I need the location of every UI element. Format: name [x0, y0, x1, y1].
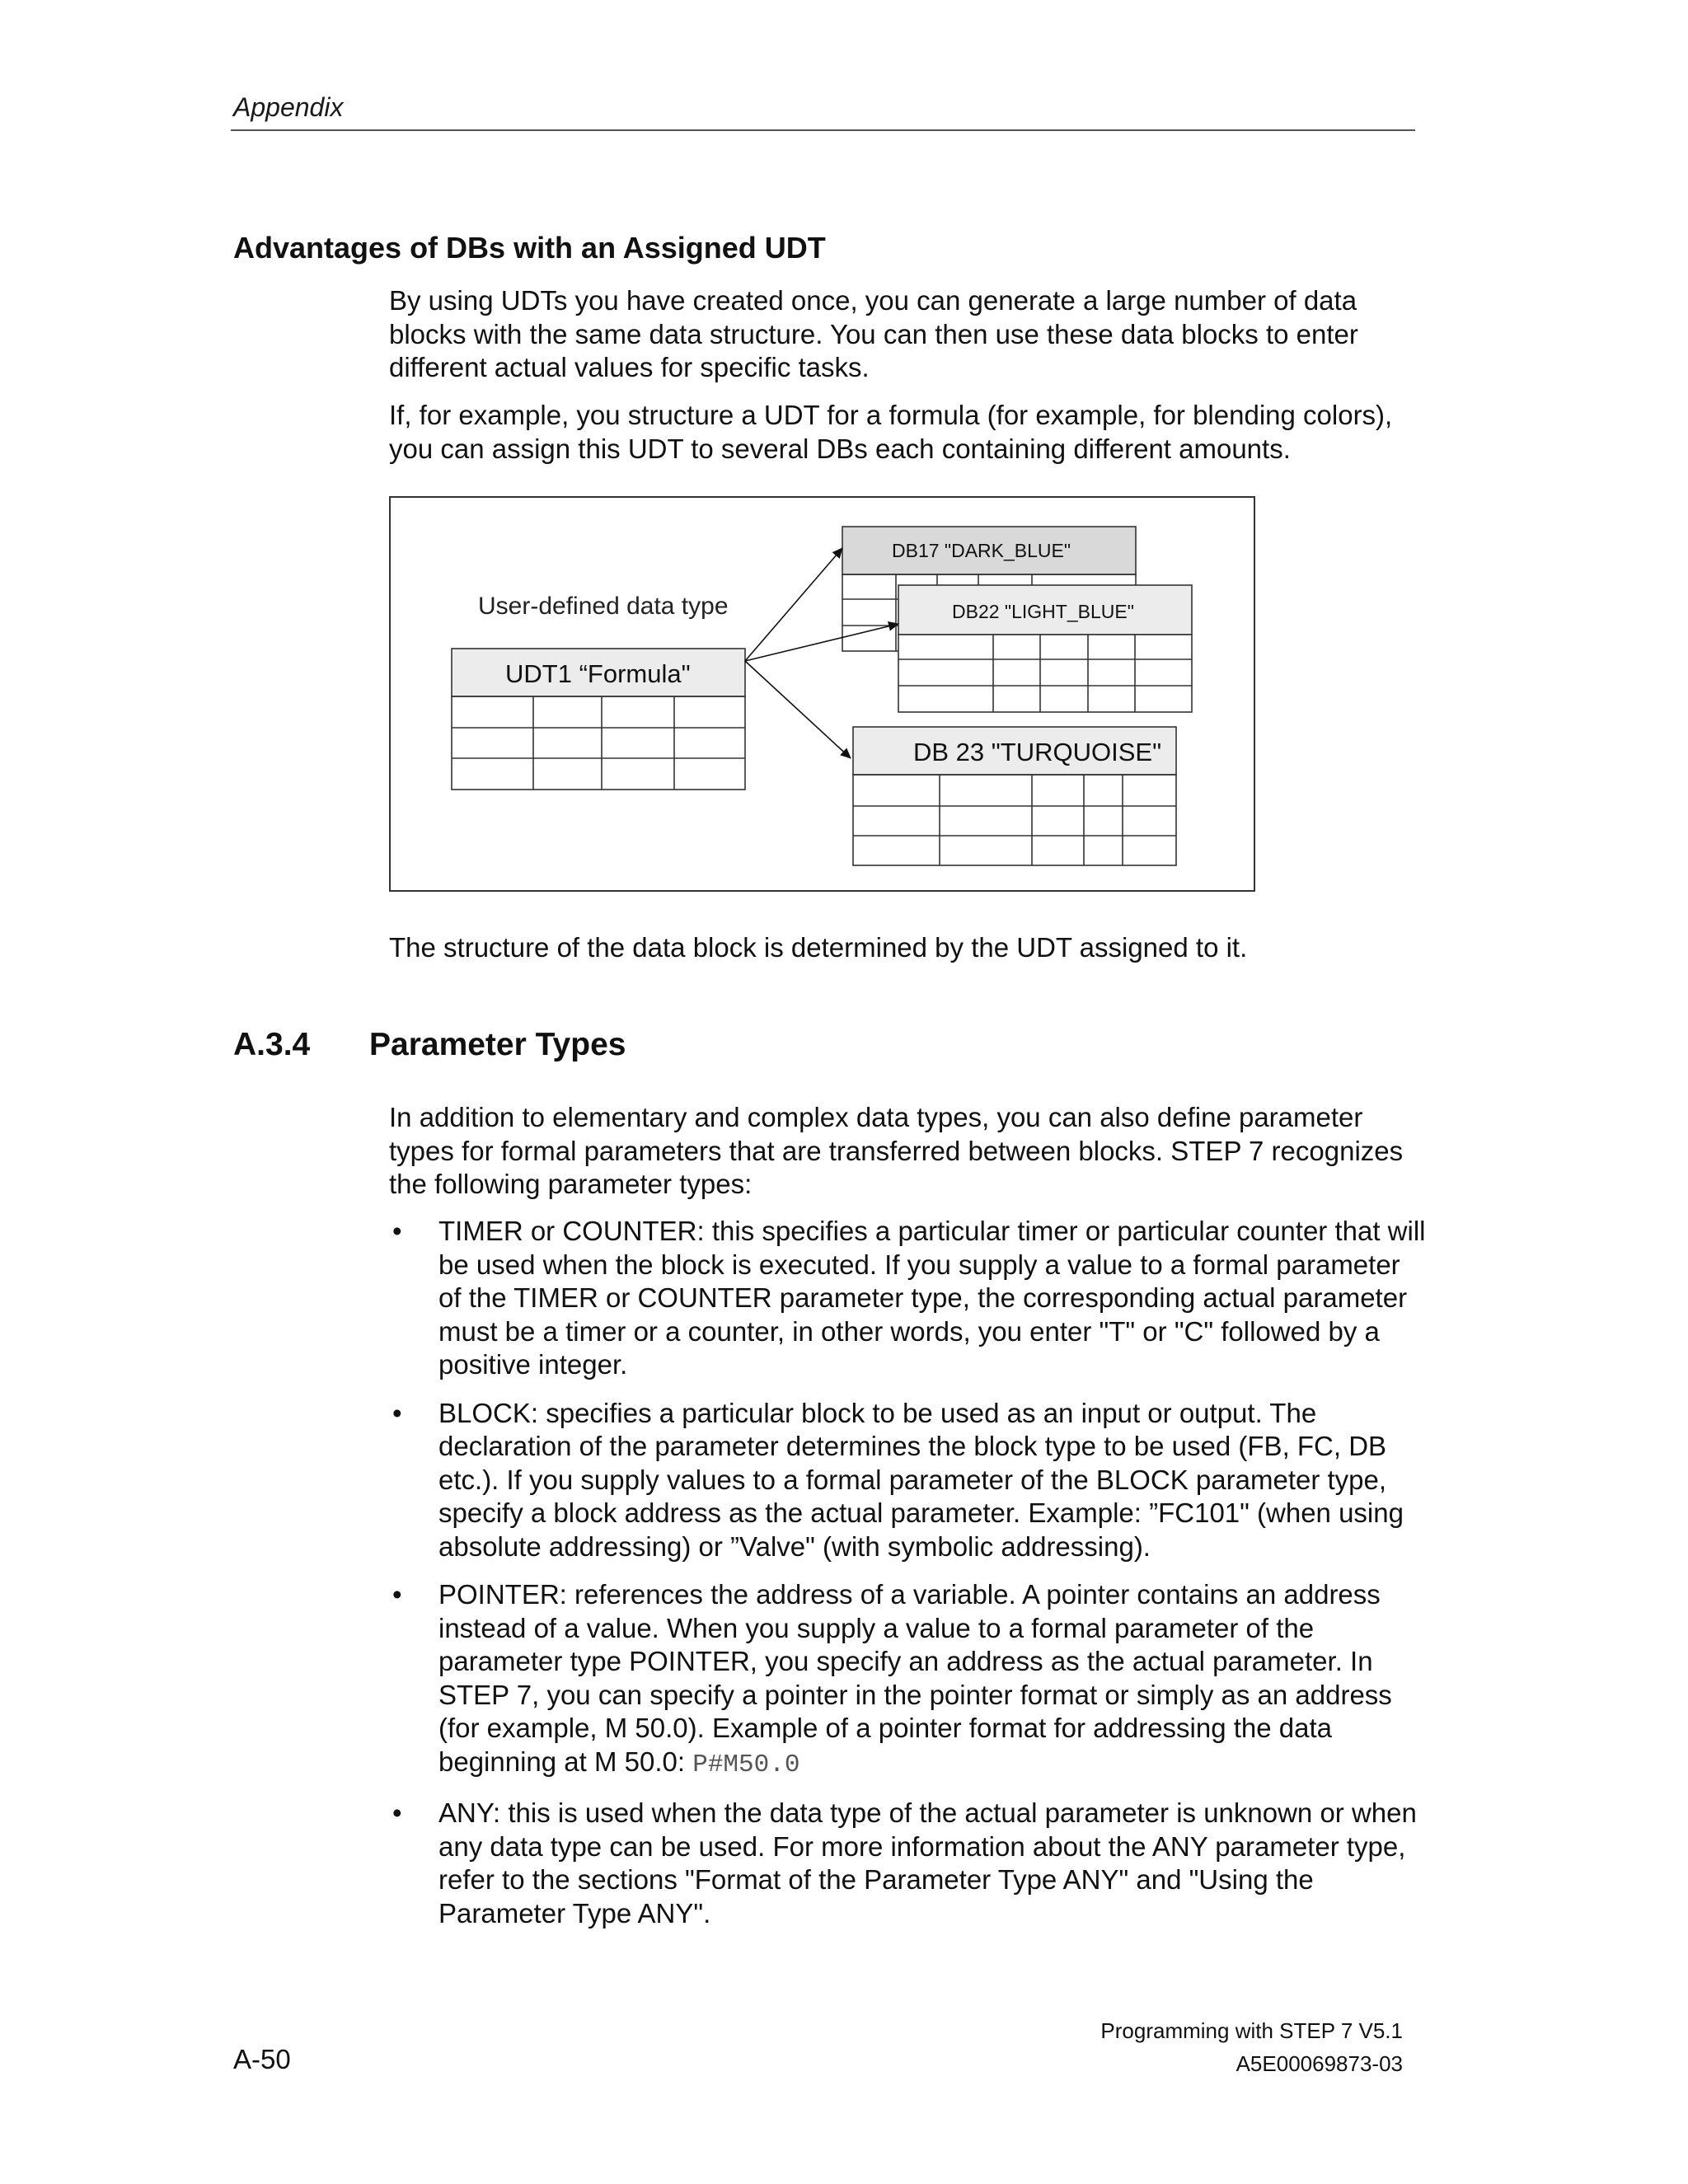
footer-doc-code: A5E00069873-03 [1236, 2051, 1403, 2076]
udt-caption: User-defined data type [478, 593, 729, 620]
section-intro: In addition to elementary and complex data types, you can also define parameter types for formal parameters that are transferred between blocks. STEP 7 recognizes the following parameter types: [389, 1102, 1404, 1199]
list-item [389, 1578, 1428, 1782]
footer-manual-title: Programming with STEP 7 V5.1 [1100, 2018, 1403, 2043]
udt1-title: UDT1 “Formula" [505, 659, 691, 688]
bullet-icon: • [392, 1579, 402, 1610]
section-number: A.3.4 [233, 1027, 311, 1062]
db17-title: DB17 "DARK_BLUE" [892, 540, 1071, 561]
arrow-to-db22 [745, 624, 898, 661]
bullet-icon: • [392, 1797, 402, 1828]
db23-title: DB 23 "TURQUOISE" [913, 738, 1162, 766]
db22-title: DB22 "LIGHT_BLUE" [952, 601, 1134, 622]
list-item-text: TIMER or COUNTER: this specifies a particular timer or particular counter that will be used when the block is executed. If you supply a value to a formal parameter of the TIMER or COUNTER parameter type, the corresponding actual parameter must be a timer or a counter, in other words, you enter "T" or "C" followed by a positive integer. [438, 1216, 1426, 1380]
figure-caption: The structure of the data block is determined by the UDT assigned to it. [389, 932, 1248, 963]
list-item-text: POINTER: references the address of a variable. A pointer contains an address instead of a value. When you supply a value to a formal parameter of the parameter type POINTER, you specify an address as the actual parameter. In STEP 7, you can specify a pointer in the pointer format or simply as an address (for example, M 50.0). Example of a pointer format for addressing the data beginning at M 50.0: [438, 1579, 1392, 1777]
list-item [389, 1797, 1428, 1930]
header-rule [231, 129, 1415, 131]
paragraph-1: By using UDTs you have created once, you can generate a large number of data blocks with the same data structure. You can then use these data blocks to enter different actual values for specific tasks. [389, 285, 1358, 382]
list-item-text: ANY: this is used when the data type of the actual parameter is unknown or when any data type can be used. For more information about the ANY parameter type, refer to the sections "Format of the Parameter Type ANY" and "Using the Parameter Type ANY". [438, 1797, 1417, 1929]
subsection-heading: Advantages of DBs with an Assigned UDT [233, 231, 826, 265]
paragraph-2: If, for example, you structure a UDT for a formula (for example, for blending colors), you can assign this UDT to several DBs each containing different amounts. [389, 400, 1393, 464]
bullet-icon: • [392, 1216, 402, 1246]
parameter-type-list [389, 1215, 1428, 1945]
list-item [389, 1397, 1428, 1564]
list-item [389, 1215, 1428, 1382]
bullet-icon: • [392, 1397, 402, 1428]
running-header: Appendix [233, 92, 344, 122]
pointer-example: P#M50.0 [692, 1750, 800, 1779]
list-item-text: BLOCK: specifies a particular block to be used as an input or output. The declaration of the parameter determines the block type to be used (FB, FC, DB etc.). If you supply values to a formal parameter of the BLOCK parameter type, specify a block address as the actual parameter. Example: ”FC101" (when using absolute addressing) or ”Valve" (with symbolic addressing). [438, 1397, 1404, 1562]
arrow-to-db23 [745, 661, 851, 758]
page-number: A-50 [233, 2044, 291, 2074]
udt-db-diagram [389, 496, 1255, 892]
section-title: Parameter Types [369, 1027, 626, 1062]
arrow-to-db17 [745, 548, 842, 661]
